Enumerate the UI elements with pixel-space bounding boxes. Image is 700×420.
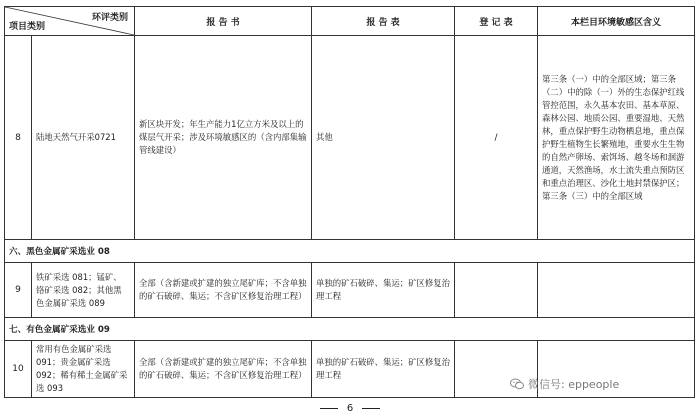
- footer-dash-left: [320, 408, 338, 409]
- row-number: 10: [5, 341, 32, 398]
- report-table-cell: 其他: [312, 36, 455, 240]
- header-report-book: 报 告 书: [135, 7, 312, 36]
- report-book-cell: 全部（含新建或扩建的独立尾矿库；不含单独的矿石破碎、集运；不含矿区修复治理工程）: [135, 341, 312, 398]
- section-row: [5, 240, 695, 263]
- header-register-form: 登 记 表: [455, 7, 538, 36]
- header-eia-category: 环评类别: [91, 13, 128, 23]
- watermark: [510, 376, 619, 392]
- classification-table: [4, 6, 695, 398]
- register-cell: [455, 263, 538, 318]
- section-title: 六、黑色金属矿采选业 08: [5, 240, 695, 263]
- header-project-category: 项目类别: [9, 22, 46, 32]
- wechat-icon: [510, 378, 524, 390]
- sensitive-area-cell: 第三条（一）中的全部区域；第三条（二）中的除（一）外的生态保护红线管控范围，永久基本农田、基本草原、森林公园、地质公园、重要湿地、天然林，重点保护野生动物栖息地，重点保护野生植物生长繁殖地，重要水生生物的自然产卵场、索饵场、越冬场和洄游通道，天然渔场，水土流失重点预防区和重点治理区、沙化土地封禁保护区；第三条（三）中的全部区域: [538, 36, 695, 240]
- table-row: [5, 263, 695, 318]
- row-number: 9: [5, 263, 32, 318]
- table-header-row: [5, 7, 695, 36]
- section-title: 七、有色金属矿采选业 09: [5, 318, 695, 341]
- page-footer: [0, 403, 700, 414]
- project-name: 铁矿采选 081；锰矿、铬矿采选 082；其他黑色金属矿采选 089: [32, 263, 135, 318]
- row-number: 8: [5, 36, 32, 240]
- project-name: 常用有色金属矿采选 091；贵金属矿采选 092；稀有稀土金属矿采选 093: [32, 341, 135, 398]
- header-sensitive-area: 本栏目环境敏感区含义: [538, 7, 695, 36]
- register-cell: /: [455, 36, 538, 240]
- header-category-cell: [5, 7, 135, 36]
- section-row: [5, 318, 695, 341]
- table-row: [5, 36, 695, 240]
- footer-dash-right: [362, 408, 380, 409]
- watermark-text: 微信号: eppeople: [528, 378, 620, 391]
- report-book-cell: 新区块开发；年生产能力1亿立方米及以上的煤层气开采；涉及环境敏感区的（含内部集输管线建设）: [135, 36, 312, 240]
- header-report-table: 报 告 表: [312, 7, 455, 36]
- report-table-cell: 单独的矿石破碎、集运；矿区修复治理工程: [312, 341, 455, 398]
- project-name: 陆地天然气开采0721: [32, 36, 135, 240]
- report-table-cell: 单独的矿石破碎、集运；矿区修复治理工程: [312, 263, 455, 318]
- sensitive-area-cell: [538, 263, 695, 318]
- page-number: 6: [346, 403, 354, 414]
- report-book-cell: 全部（含新建或扩建的独立尾矿库；不含单独的矿石破碎、集运；不含矿区修复治理工程）: [135, 263, 312, 318]
